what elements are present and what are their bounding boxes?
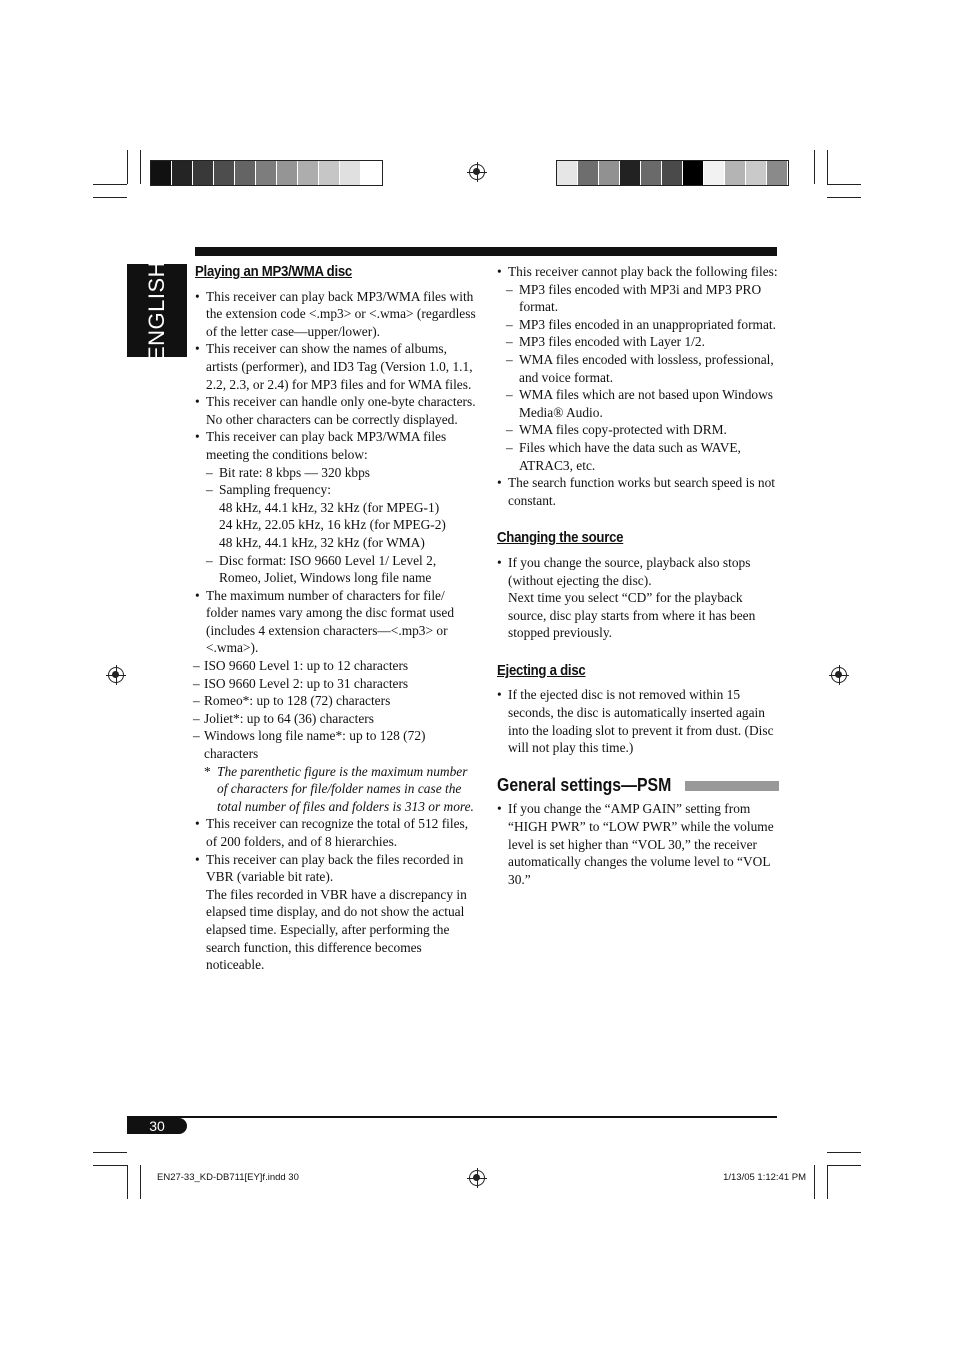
list-item-text: This receiver cannot play back the following files: — [508, 264, 778, 279]
list-item: • If the ejected disc is not removed within 15 seconds, the disc is automatically inserted again into the loading slot to prevent it from dust. (Disc will not play this time.) — [497, 686, 779, 756]
footnote: * The parenthetic figure is the maximum number of characters for file/folder names in case the total number of files and folders is 313 or more. — [204, 763, 474, 814]
color-swatch — [662, 161, 683, 185]
color-swatch — [620, 161, 641, 185]
registration-mark-icon — [469, 1170, 485, 1186]
color-swatch — [725, 161, 746, 185]
color-swatch — [340, 161, 361, 185]
sub-item: – Bit rate: 8 kbps — 320 kbps — [206, 464, 371, 480]
crop-mark — [127, 1165, 128, 1199]
frequency-line: 48 kHz, 44.1 kHz, 32 kHz (for MPEG-1) — [219, 499, 440, 515]
color-swatch — [683, 161, 704, 185]
language-label: ENGLISH — [144, 260, 169, 361]
language-tab — [127, 260, 187, 361]
sub-item-text: MP3 files encoded with MP3i and MP3 PRO format. — [519, 281, 762, 315]
list-item-text: If you change the source, playback also stops (without ejecting the disc). — [508, 554, 751, 588]
sub-item: – Windows long file name*: up to 128 (72) characters — [193, 728, 426, 762]
color-swatch — [578, 161, 599, 185]
sub-item-text: ISO 9660 Level 2: up to 31 characters — [204, 675, 409, 691]
footnote-text: The parenthetic figure is the maximum number of characters for file/folder names in case the total number of files and folders is 313 or more. — [217, 763, 474, 814]
sub-item: – Joliet*: up to 64 (36) characters — [193, 710, 374, 726]
section-ejecting-disc — [497, 662, 779, 757]
crop-mark — [827, 197, 861, 198]
sub-item: – MP3 files encoded with Layer 1/2. — [506, 334, 705, 350]
list-item: • If you change the “AMP GAIN” setting from “HIGH PWR” to “LOW PWR” while the volume level is set higher than “VOL 30,” the receiver automatically changes the volume level to “VOL 30.” — [497, 800, 779, 888]
color-swatch — [298, 161, 319, 185]
sub-item-text: Romeo*: up to 128 (72) characters — [204, 693, 391, 709]
sub-item-text: Joliet*: up to 64 (36) characters — [204, 710, 374, 726]
left-column — [195, 263, 477, 974]
frequency-line: 24 kHz, 22.05 kHz, 16 kHz (for MPEG-2) — [219, 517, 446, 533]
header-rule — [195, 247, 777, 256]
sub-item: – WMA files which are not based upon Windows Media® Audio. — [506, 387, 773, 420]
footer-rule — [127, 1116, 777, 1118]
color-swatch — [767, 161, 788, 185]
crop-mark — [814, 150, 815, 184]
color-bar-left — [150, 160, 383, 186]
color-swatch — [704, 161, 725, 185]
section-changing-source — [497, 529, 779, 642]
sub-item: – ISO 9660 Level 1: up to 12 characters — [193, 658, 409, 674]
list-item: • This receiver can recognize the total of 512 files, of 200 folders, and of 8 hierarchies. — [195, 815, 477, 850]
section-heading-mp3-wma: Playing an MP3/WMA disc — [195, 263, 353, 280]
sub-item: – Files which have the data such as WAVE, ATRAC3, etc. — [506, 439, 741, 473]
crop-mark — [93, 184, 127, 185]
sub-item-text: ISO 9660 Level 1: up to 12 characters — [204, 658, 409, 674]
crop-mark — [93, 197, 127, 198]
sub-item-text: MP3 files encoded in an unappropriated format. — [519, 316, 776, 332]
list-item: • The search function works but search speed is not constant. — [497, 474, 779, 509]
color-swatch — [599, 161, 620, 185]
registration-mark-icon — [831, 667, 847, 683]
color-swatch — [235, 161, 256, 185]
crop-mark — [127, 150, 128, 184]
right-column — [497, 263, 779, 888]
color-swatch — [277, 161, 298, 185]
color-swatch — [557, 161, 578, 185]
crop-mark — [140, 150, 141, 184]
list-item — [497, 263, 779, 474]
sub-item: – Sampling frequency: 48 kHz, 44.1 kHz, 32 kHz (for MPEG-1) 24 kHz, 22.05 kHz, 16 kHz (for MPEG-2) 48 kHz, 44.1 kHz, 32 kHz (for WMA) — [206, 481, 477, 551]
list-item-continuation: Next time you select “CD” for the playback source, disc play starts from where it has been stopped previously. — [508, 590, 756, 641]
list-item: • This receiver can handle only one-byte characters. No other characters can be correctly displayed. — [195, 393, 477, 428]
sub-item-text: Windows long file name*: up to 128 (72) characters — [204, 728, 426, 762]
color-swatch — [214, 161, 235, 185]
list-item: • This receiver can play back MP3/WMA files with the extension code <.mp3> or <.wma> (regardless of the letter case—upper/lower). — [195, 288, 477, 341]
color-bar-right — [556, 160, 789, 186]
sub-item-text: WMA files copy-protected with DRM. — [519, 422, 727, 438]
sub-item-text: Files which have the data such as WAVE, ATRAC3, etc. — [519, 439, 741, 473]
sub-item: – MP3 files encoded with MP3i and MP3 PRO format. — [506, 281, 762, 315]
color-swatch — [746, 161, 767, 185]
color-swatch — [151, 161, 172, 185]
sub-item-text: Bit rate: 8 kbps — 320 kbps — [219, 464, 371, 480]
sub-item-text: WMA files encoded with lossless, professional, and voice format. — [519, 351, 774, 385]
registration-mark-icon — [469, 164, 485, 180]
color-swatch — [319, 161, 340, 185]
footer-file-info: EN27-33_KD-DB711[EY]f.indd 30 — [157, 1172, 299, 1183]
heading-bar — [685, 781, 779, 791]
crop-mark — [814, 1165, 815, 1199]
sub-item: – WMA files copy-protected with DRM. — [506, 422, 727, 438]
crop-mark — [93, 1165, 127, 1166]
section-general-settings — [497, 774, 779, 889]
crop-mark — [140, 1165, 141, 1199]
list-item-continuation: The files recorded in VBR have a discrepancy in elapsed time display, and do not show the actual elapsed time. Especially, after performing the search function, this difference becomes noticeable. — [206, 886, 467, 973]
sub-item: – Disc format: ISO 9660 Level 1/ Level 2, Romeo, Joliet, Windows long file name — [206, 552, 437, 586]
color-swatch — [256, 161, 277, 185]
list-item — [497, 554, 779, 642]
color-swatch — [641, 161, 662, 185]
section-heading-ejecting-disc: Ejecting a disc — [497, 661, 586, 679]
sub-item-text: Sampling frequency: — [219, 482, 331, 498]
list-item-text: The maximum number of characters for file/ folder names vary among the disc format used (includes 4 extension characters—<.mp3> or <.wma>). — [206, 587, 455, 656]
sub-item-text: WMA files which are not based upon Windows Media® Audio. — [519, 387, 773, 420]
crop-mark — [827, 150, 828, 184]
sub-item: – WMA files encoded with lossless, professional, and voice format. — [506, 351, 774, 385]
crop-mark — [827, 1165, 828, 1199]
crop-mark — [827, 1165, 861, 1166]
page-number: 30 — [127, 1118, 187, 1134]
color-swatch — [193, 161, 214, 185]
list-item — [195, 851, 477, 974]
list-item-text: This receiver can play back the files recorded in VBR (variable bit rate). — [206, 851, 464, 885]
sub-item-text: Disc format: ISO 9660 Level 1/ Level 2, Romeo, Joliet, Windows long file name — [219, 552, 437, 586]
section-heading-psm — [497, 774, 779, 795]
color-swatch — [172, 161, 193, 185]
crop-mark — [827, 184, 861, 185]
list-item: • This receiver can show the names of albums, artists (performer), and ID3 Tag (Version 1.0, 1.1, 2.2, 2.3, or 2.4) for MP3 files and for WMA files. — [195, 340, 477, 393]
footer-timestamp: 1/13/05 1:12:41 PM — [723, 1172, 806, 1183]
sub-item-text: MP3 files encoded with Layer 1/2. — [519, 334, 705, 350]
crop-mark — [93, 1152, 127, 1153]
sub-item: – MP3 files encoded in an unappropriated format. — [506, 316, 776, 332]
crop-mark — [827, 1152, 861, 1153]
sub-item: – Romeo*: up to 128 (72) characters — [193, 693, 391, 709]
section-heading-changing-source: Changing the source — [497, 529, 624, 547]
psm-heading-text: General settings—PSM — [497, 774, 672, 795]
list-item-text: This receiver can play back MP3/WMA files meeting the conditions below: — [206, 429, 447, 462]
list-item — [195, 428, 477, 586]
frequency-line: 48 kHz, 44.1 kHz, 32 kHz (for WMA) — [219, 534, 425, 550]
list-item — [195, 587, 477, 816]
color-swatch — [361, 161, 382, 185]
registration-mark-icon — [108, 667, 124, 683]
sub-item: – ISO 9660 Level 2: up to 31 characters — [193, 675, 409, 691]
